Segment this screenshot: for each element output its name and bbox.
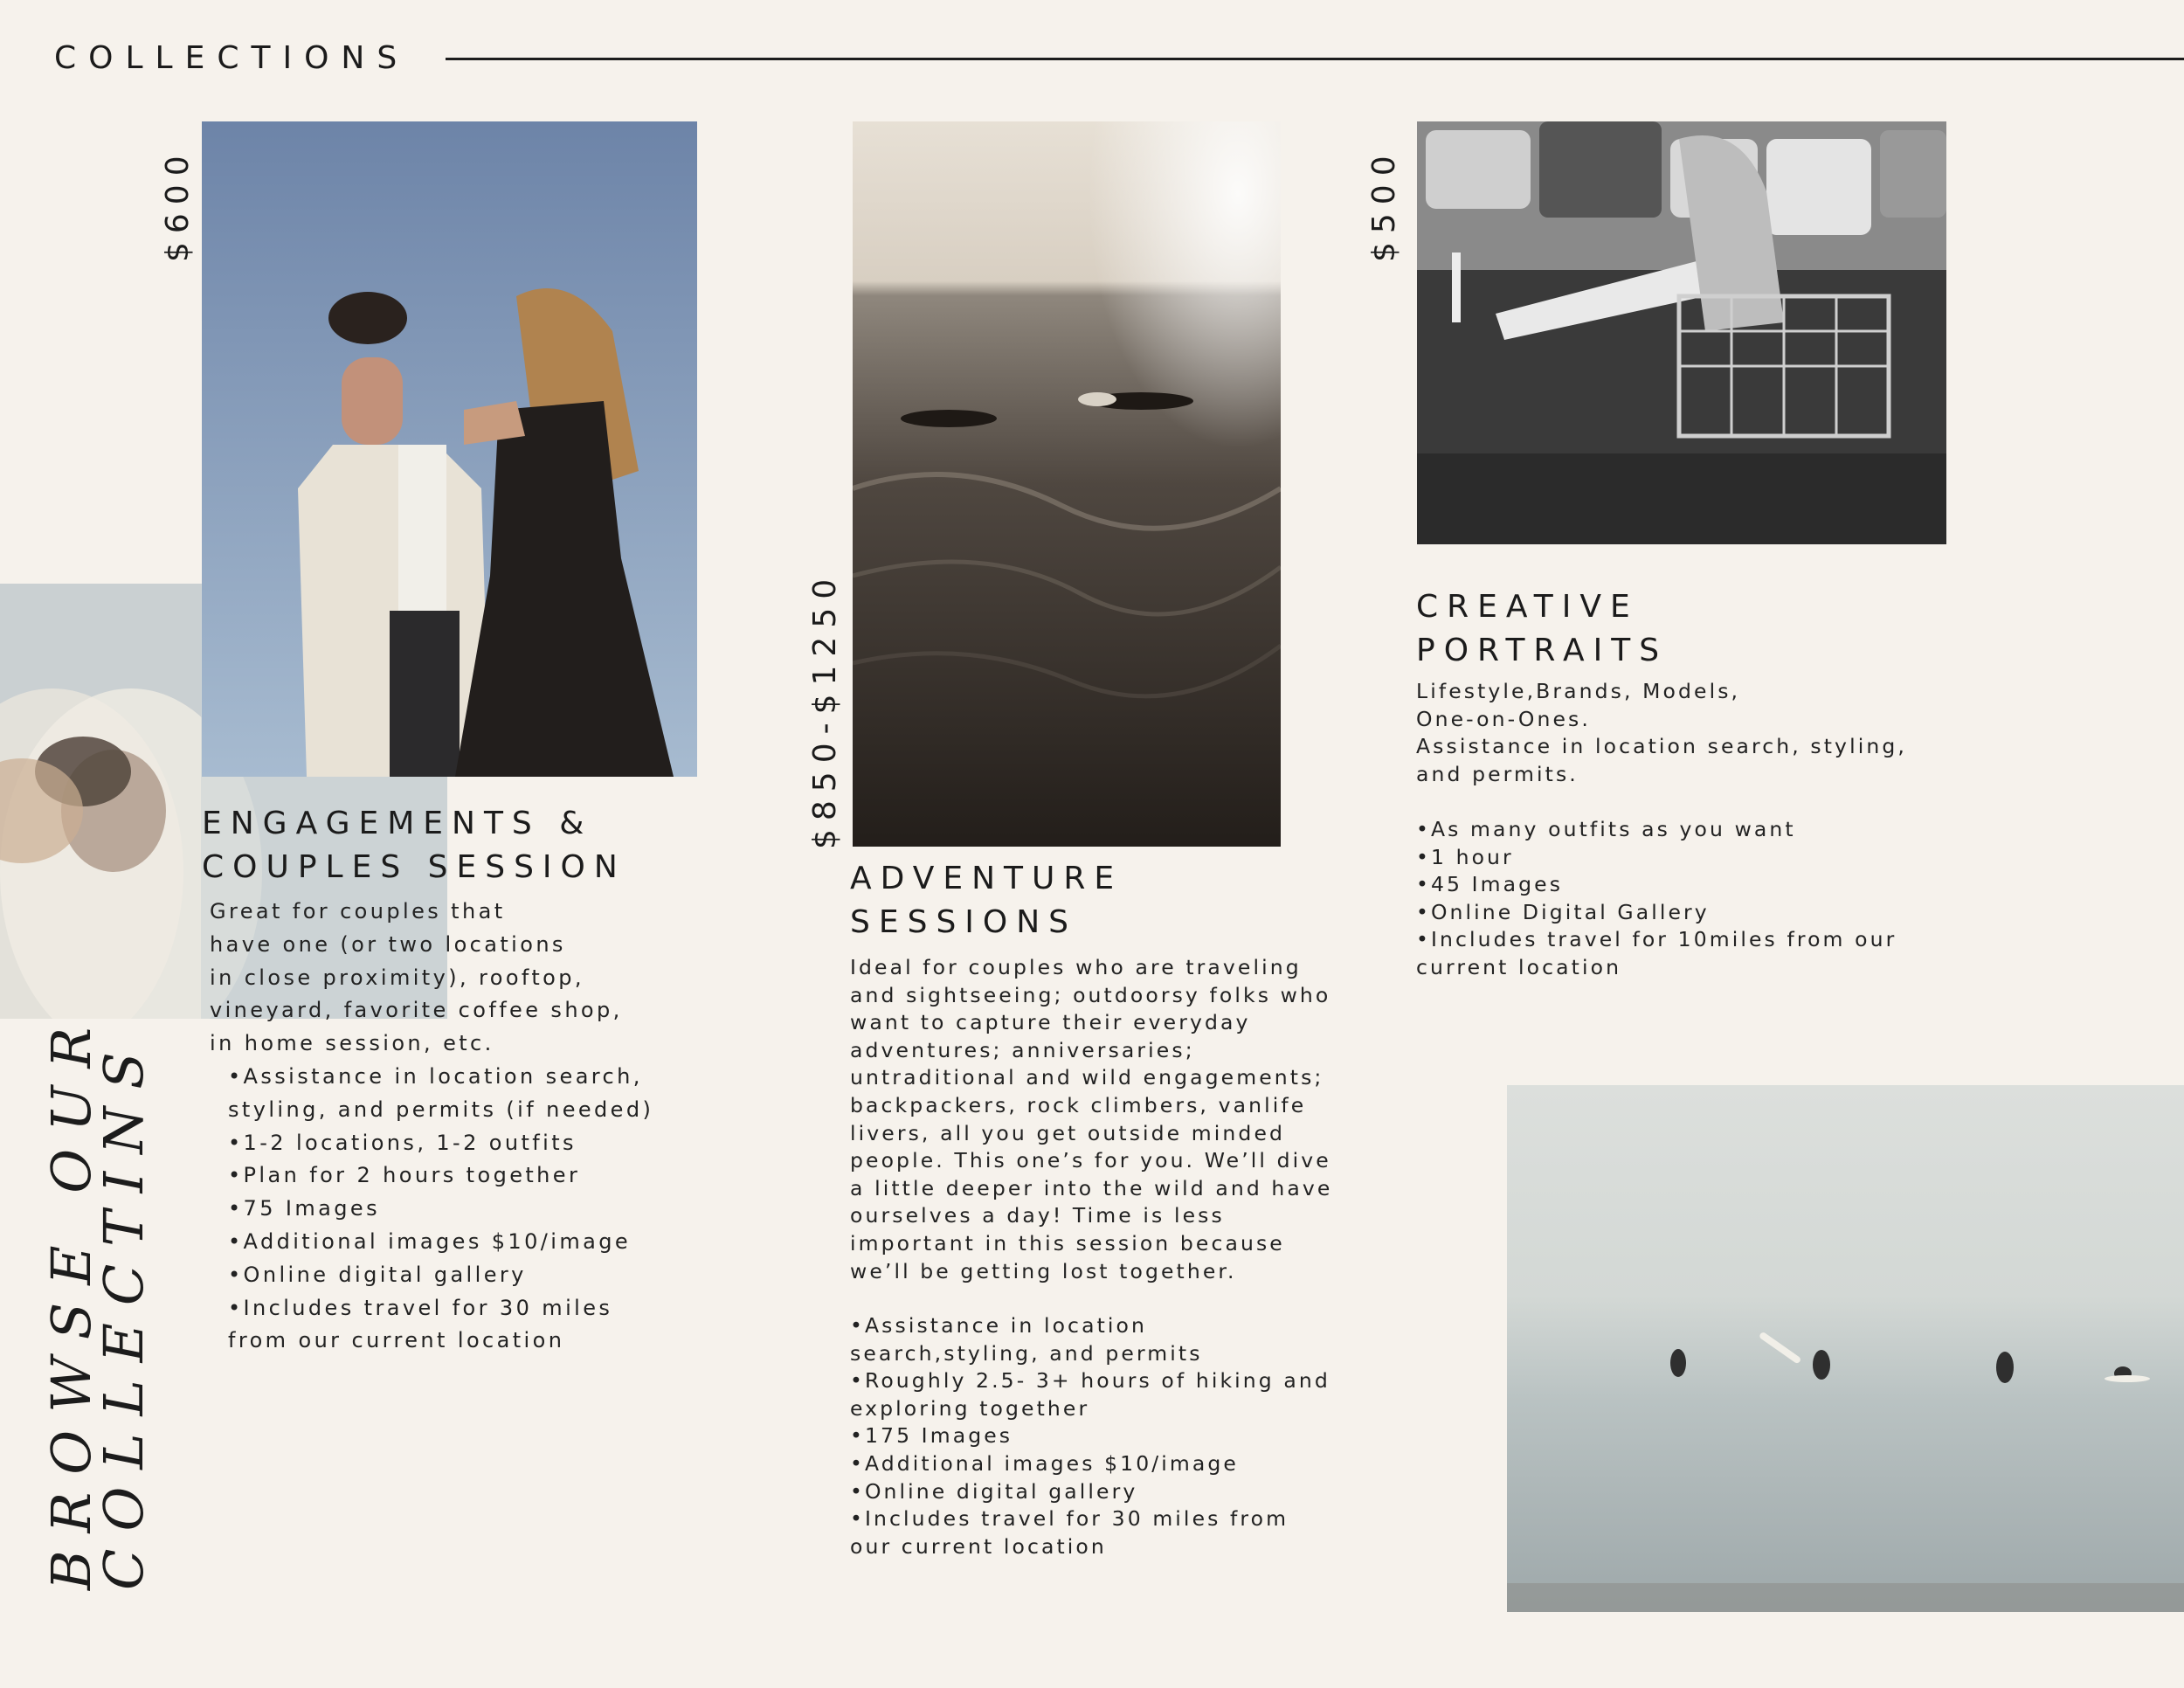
engagements-feature: •Assistance in location search, bbox=[228, 1064, 643, 1089]
adventure-desc-line: want to capture their everyday bbox=[850, 1010, 1251, 1035]
engagements-title-line1: ENGAGEMENTS & bbox=[202, 806, 593, 841]
adventure-desc-line: adventures; anniversaries; bbox=[850, 1037, 1195, 1062]
engagements-feature: from our current location bbox=[228, 1328, 565, 1353]
adventure-desc-line: ourselves a day! Time is less bbox=[850, 1203, 1225, 1228]
engagements-title bbox=[202, 802, 626, 889]
browse-collections-heading bbox=[39, 1009, 156, 1590]
creative-desc-line: One-on-Ones. bbox=[1416, 706, 1591, 731]
engagements-desc-line: Great for couples that bbox=[210, 899, 506, 924]
foggy-surfers-photo bbox=[1507, 1085, 2184, 1612]
creative-feature: current location bbox=[1416, 954, 1622, 979]
engagements-feature: •Additional images $10/image bbox=[228, 1228, 632, 1254]
adventure-desc-line: backpackers, rock climbers, vanlife bbox=[850, 1092, 1307, 1117]
adventure-feature: •Roughly 2.5- 3+ hours of hiking and bbox=[850, 1368, 1330, 1394]
engagements-features bbox=[228, 1061, 653, 1358]
price-engagements: $600 bbox=[160, 147, 196, 262]
adventure-title-line1: ADVENTURE bbox=[850, 861, 1123, 896]
creative-feature: •Online Digital Gallery bbox=[1416, 899, 1710, 924]
creative-title-line1: CREATIVE bbox=[1416, 589, 1639, 625]
adventure-desc-line: we’ll be getting lost together. bbox=[850, 1258, 1237, 1283]
engagements-desc-line: vineyard, favorite coffee shop, bbox=[210, 998, 623, 1023]
adventure-feature: •Includes travel for 30 miles from bbox=[850, 1506, 1289, 1532]
adventure-feature: •Additional images $10/image bbox=[850, 1450, 1239, 1476]
engagements-feature: •Plan for 2 hours together bbox=[228, 1163, 581, 1188]
adventure-surfers-photo bbox=[853, 121, 1281, 847]
browse-line1: BROWSE OUR bbox=[39, 1009, 103, 1590]
engagements-feature: •1-2 locations, 1-2 outfits bbox=[228, 1130, 577, 1155]
creative-title bbox=[1416, 585, 1668, 673]
engagements-desc-line: in home session, etc. bbox=[210, 1031, 494, 1056]
adventure-desc-line: important in this session because bbox=[850, 1230, 1285, 1256]
creative-title-line2: PORTRAITS bbox=[1416, 633, 1669, 668]
adventure-desc-line: people. This one’s for you. We’ll dive bbox=[850, 1148, 1331, 1173]
adventure-desc-line: untraditional and wild engagements; bbox=[850, 1065, 1324, 1090]
price-creative: $500 bbox=[1366, 147, 1402, 262]
creative-feature: •As many outfits as you want bbox=[1416, 817, 1796, 841]
engagements-description bbox=[210, 896, 623, 1061]
adventure-desc-line: and sightseeing; outdoorsy folks who bbox=[850, 982, 1331, 1007]
creative-features bbox=[1416, 816, 1897, 982]
adventure-feature: •Online digital gallery bbox=[850, 1478, 1138, 1504]
header-divider bbox=[446, 58, 2184, 60]
adventure-feature: •Assistance in location bbox=[850, 1313, 1147, 1338]
adventure-feature: •175 Images bbox=[850, 1423, 1013, 1449]
engagements-desc-line: in close proximity), rooftop, bbox=[210, 965, 584, 990]
creative-desc-line: Lifestyle,Brands, Models, bbox=[1416, 679, 1741, 703]
creative-description bbox=[1416, 678, 1907, 788]
engagements-title-line2: COUPLES SESSION bbox=[202, 849, 626, 885]
adventure-desc-line: a little deeper into the wild and have bbox=[850, 1175, 1333, 1200]
creative-desc-line: and permits. bbox=[1416, 761, 1579, 786]
adventure-desc-line: Ideal for couples who are traveling bbox=[850, 955, 1302, 979]
adventure-feature: our current location bbox=[850, 1533, 1107, 1559]
adventure-feature: exploring together bbox=[850, 1395, 1090, 1421]
engagements-feature: •75 Images bbox=[228, 1196, 380, 1221]
adventure-title-line2: SESSIONS bbox=[850, 904, 1078, 940]
engagements-feature: styling, and permits (if needed) bbox=[228, 1097, 654, 1122]
creative-feature: •45 Images bbox=[1416, 872, 1564, 897]
engagements-feature: •Online digital gallery bbox=[228, 1262, 527, 1287]
creative-feature: •Includes travel for 10miles from our bbox=[1416, 927, 1897, 952]
engagement-couple-photo bbox=[202, 121, 697, 777]
engagements-desc-line: have one (or two locations bbox=[210, 931, 566, 957]
adventure-feature: search,styling, and permits bbox=[850, 1340, 1203, 1366]
browse-line2: COLLECTINS bbox=[92, 1034, 156, 1590]
creative-feature: •1 hour bbox=[1416, 844, 1514, 869]
engagements-feature: •Includes travel for 30 miles bbox=[228, 1295, 613, 1320]
adventure-description bbox=[850, 954, 1332, 1285]
adventure-title bbox=[850, 857, 1123, 944]
creative-portrait-cart-photo bbox=[1417, 121, 1946, 544]
adventure-features bbox=[850, 1312, 1330, 1560]
page-title: COLLECTIONS bbox=[54, 40, 410, 76]
price-adventure: $850-$1250 bbox=[807, 570, 843, 849]
creative-desc-line: Assistance in location search, styling, bbox=[1416, 734, 1907, 759]
adventure-desc-line: livers, all you get outside minded bbox=[850, 1120, 1286, 1145]
